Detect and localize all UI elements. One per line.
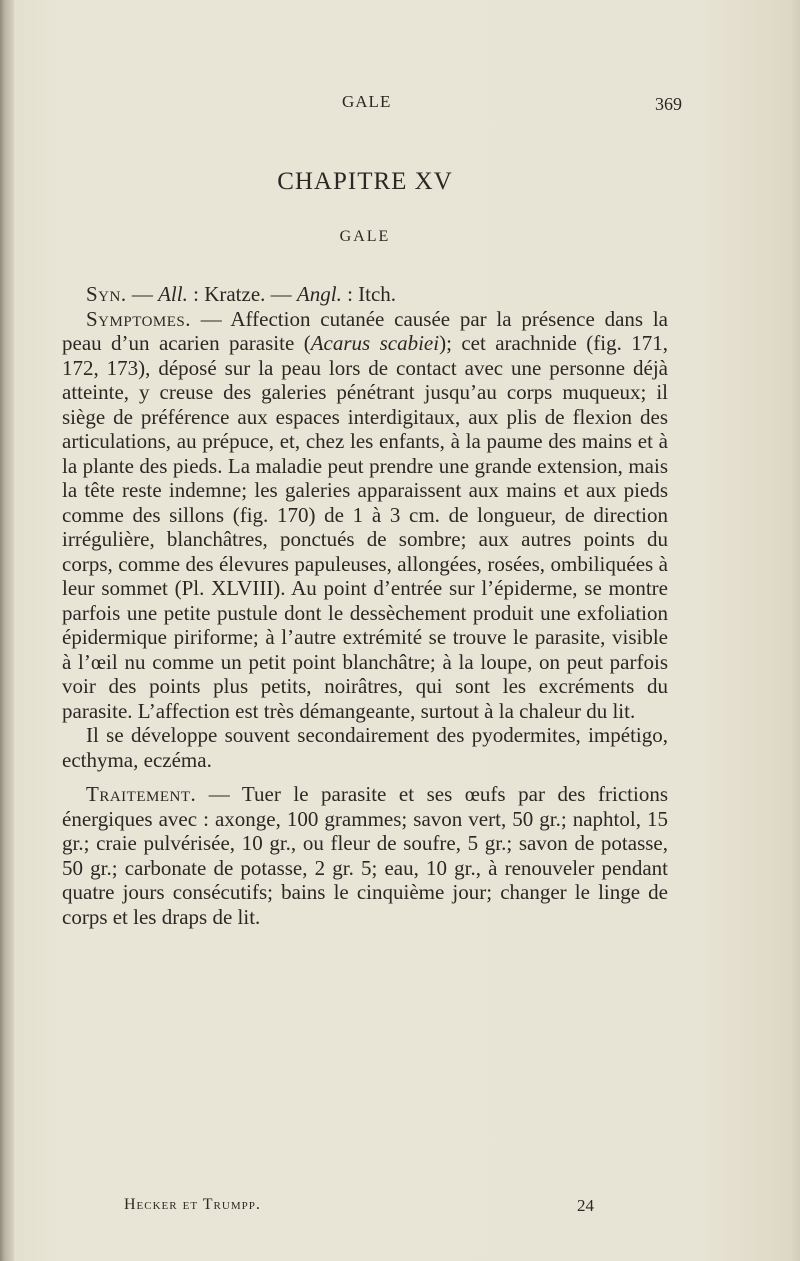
angl-value: : Itch.	[341, 282, 397, 306]
symptomes-text-after: ); cet arachnide (fig. 171, 172, 173), déposé sur la peau lors de contact avec une personne déjà atteinte, y creuse des galeries pénétrant jusqu’au corps muqueux; il siège de préférence aux espaces interdigitaux, aux plis de flexion des articulations, au prépuce, et, chez les enfants, à la paume des mains et à la plante des pieds. La maladie peut prendre une grande extension, mais la tête reste indemne; les galeries apparaissent aux mains et aux pieds comme des sillons (fig. 170) de 1 à 3 cm. de longueur, de direction irrégulière, blanchâtres, ponctués de sombre; aux autres points du corps, comme des élevures papuleuses, allongées, rosées, ombiliquées à leur sommet (Pl. XLVIII). Au point d’entrée sur l’épiderme, se montre parfois une petite pustule dont le dessèchement produit une exfoliation épidermique piriforme; à l’autre extrémité se trouve le parasite, visible à l’œil nu comme un petit point blanchâtre; à la loupe, on peut parfois voir des points plus petits, noirâtres, qui sont les excréments du parasite. L’affection est très démangeante, surtout à la chaleur du lit.	[62, 331, 668, 723]
traitement-paragraph	[62, 782, 668, 929]
all-value: : Kratze. —	[187, 282, 297, 306]
symptomes-label: Symptomes.	[86, 306, 192, 331]
running-head-title: GALE	[342, 92, 392, 111]
chapter-body	[62, 282, 668, 929]
signature-mark: 24	[577, 1196, 594, 1215]
syn-separator: —	[126, 282, 159, 306]
syn-label: Syn.	[86, 282, 127, 306]
symptomes-text-before: — Affection cutanée causée par la présence dans la peau d’un acarien parasite (	[62, 306, 668, 355]
page-spine-shadow	[0, 0, 14, 1261]
page-number: 369	[655, 94, 682, 114]
all-label: All.	[158, 282, 188, 306]
angl-label: Angl.	[296, 282, 342, 306]
species-name: Acarus scabiei	[310, 331, 440, 355]
footer-authors: Hecker et Trumpp.	[124, 1196, 261, 1213]
secondary-paragraph: Il se développe souvent secondairement des pyodermites, impétigo, ecthyma, eczéma.	[62, 723, 668, 772]
running-head	[62, 92, 682, 116]
traitement-label: Traitement.	[86, 782, 197, 806]
symptomes-paragraph	[62, 307, 668, 724]
chapter-subtitle: GALE	[339, 228, 391, 245]
synonyms-paragraph	[62, 282, 668, 307]
page-footer	[124, 1196, 594, 1216]
chapter-heading: CHAPITRE XV	[277, 168, 453, 195]
traitement-text: — Tuer le parasite et ses œufs par des frictions énergiques avec : axonge, 100 grammes; savon vert, 50 gr.; naphtol, 15 gr.; craie pulvérisée, 10 gr., ou fleur de soufre, 5 gr.; savon de potasse, 50 gr.; carbonate de potasse, 2 gr. 5; eau, 10 gr., à renouveler pendant quatre jours consécutifs; bains le cinquième jour; changer le linge de corps et les draps de lit.	[62, 782, 668, 929]
